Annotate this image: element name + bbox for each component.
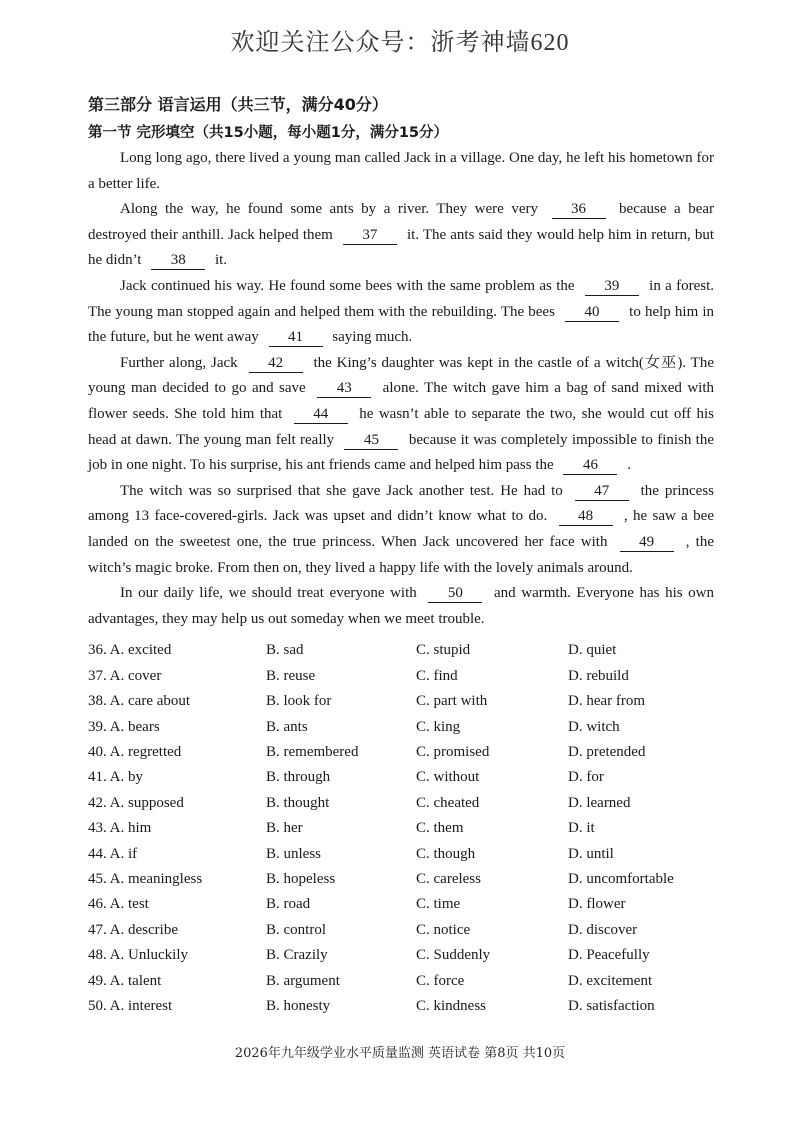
option-a: 42. A. supposed <box>88 794 184 811</box>
option-row <box>88 994 714 1019</box>
passage-text: Along the way, he found some ants by a river. They were very <box>120 201 538 218</box>
option-b: B. control <box>266 921 326 938</box>
passage-text: the King’s daughter was kept in the castle of a witch(女巫). The young man decided to go and save <box>88 354 715 397</box>
blank-49: 49 <box>620 533 674 552</box>
option-row <box>88 664 714 689</box>
passage-text: to help him in the future, but he went away <box>88 303 715 346</box>
option-row <box>88 740 714 765</box>
option-d: D. uncomfortable <box>568 870 674 887</box>
option-d: D. rebuild <box>568 667 629 684</box>
option-a: 48. A. Unluckily <box>88 947 188 964</box>
option-a: 36. A. excited <box>88 642 172 659</box>
option-a: 39. A. bears <box>88 718 160 735</box>
blank-40: 40 <box>565 303 619 322</box>
section-title: 第三部分 语言运用（共三节，满分40分） <box>88 95 388 114</box>
passage-paragraph <box>88 274 714 351</box>
cloze-passage <box>88 146 714 632</box>
exam-content <box>88 92 714 1019</box>
option-c: C. find <box>416 667 458 684</box>
option-row <box>88 841 714 866</box>
option-b: B. sad <box>266 642 304 659</box>
option-b: B. hopeless <box>266 870 336 887</box>
option-row <box>88 791 714 816</box>
option-a: 37. A. cover <box>88 667 162 684</box>
option-d: D. hear from <box>568 693 646 710</box>
option-d: D. flower <box>568 896 626 913</box>
blank-44: 44 <box>294 405 348 424</box>
blank-48: 48 <box>559 507 613 526</box>
passage-text: in a forest. The young man stopped again and helped them with the rebuilding. The bees <box>88 277 715 320</box>
passage-text: because a bear destroyed their anthill. Jack helped them <box>88 201 714 243</box>
option-a: 43. A. him <box>88 820 152 837</box>
blank-43: 43 <box>317 379 371 398</box>
option-row <box>88 638 714 663</box>
passage-text: it. <box>214 252 228 269</box>
option-row <box>88 892 714 917</box>
option-a: 41. A. by <box>88 769 144 786</box>
options-list <box>88 638 714 1019</box>
blank-50: 50 <box>428 584 482 603</box>
blank-42: 42 <box>249 354 303 373</box>
option-c: C. notice <box>416 921 471 938</box>
option-a: 38. A. care about <box>88 693 191 710</box>
option-row <box>88 816 714 841</box>
passage-text: , the witch’s magic broke. From then on, they lived a happy life with the lovely animals around. <box>88 533 715 576</box>
blank-46: 46 <box>563 456 617 475</box>
option-b: B. road <box>266 896 311 913</box>
option-row <box>88 943 714 968</box>
passage-text: it. The ants said they would help him in return, but he didn’t <box>88 226 715 269</box>
passage-text: , he saw a bee landed on the sweetest one, the true princess. When Jack uncovered her face with <box>88 508 714 550</box>
option-c: C. though <box>416 845 476 862</box>
passage-paragraph <box>88 197 714 274</box>
option-row <box>88 689 714 714</box>
passage-text: alone. The witch gave him a bag of sand mixed with flower seeds. She told him that <box>88 380 714 422</box>
option-d: D. quiet <box>568 642 617 659</box>
option-c: C. king <box>416 718 461 735</box>
blank-38: 38 <box>151 251 205 270</box>
passage-paragraph <box>88 581 714 632</box>
option-d: D. it <box>568 820 595 837</box>
passage-text: Long long ago, there lived a young man called Jack in a village. One day, he left his hometown for a better life. <box>88 150 714 192</box>
option-a: 46. A. test <box>88 896 149 913</box>
blank-36: 36 <box>552 200 606 219</box>
option-c: C. cheated <box>416 794 480 811</box>
option-b: B. reuse <box>266 667 316 684</box>
option-b: B. honesty <box>266 997 331 1014</box>
option-b: B. look for <box>266 693 332 710</box>
subsection-title: 第一节 完形填空（共15小题，每小题1分，满分15分） <box>88 125 448 141</box>
passage-text: saying much. <box>332 329 413 346</box>
page-footer: 2026年九年级学业水平质量监测 英语试卷 第8页 共10页 <box>234 1046 566 1061</box>
option-b: B. through <box>266 769 331 786</box>
option-row <box>88 867 714 892</box>
passage-text: because it was completely impossible to finish the job in one night. To his surprise, his ant friends came and helped him pass the <box>88 431 715 474</box>
passage-text: and warmth. Everyone has his own advantages, they may help us out someday when we meet trouble. <box>88 585 715 627</box>
option-d: D. until <box>568 845 614 862</box>
blank-39: 39 <box>585 277 639 296</box>
option-row <box>88 918 714 943</box>
passage-text: Jack continued his way. He found some bees with the same problem as the <box>120 277 575 294</box>
blank-47: 47 <box>575 482 629 501</box>
passage-paragraph <box>88 351 714 479</box>
option-a: 47. A. describe <box>88 921 178 938</box>
option-d: D. satisfaction <box>568 997 655 1014</box>
option-b: B. ants <box>266 718 308 735</box>
blank-45: 45 <box>344 431 398 450</box>
option-b: B. thought <box>266 794 330 811</box>
option-c: C. careless <box>416 870 481 887</box>
passage-text: the princess among 13 face-covered-girls. Jack was upset and didn’t know what to do. <box>88 482 715 525</box>
option-a: 40. A. regretted <box>88 744 182 761</box>
option-c: C. kindness <box>416 997 487 1014</box>
option-c: C. force <box>416 972 465 989</box>
passage-text: he wasn’t able to separate the two, she would cut off his head at dawn. The young man felt really <box>88 405 714 448</box>
option-d: D. for <box>568 769 604 786</box>
passage-text: . <box>627 457 631 474</box>
blank-41: 41 <box>269 328 323 347</box>
option-d: D. Peacefully <box>568 947 650 964</box>
option-b: B. argument <box>266 972 340 989</box>
passage-text: Further along, Jack <box>120 354 238 371</box>
option-d: D. learned <box>568 794 631 811</box>
passage-text: In our daily life, we should treat everyone with <box>120 585 417 602</box>
option-c: C. them <box>416 820 464 837</box>
option-b: B. remembered <box>266 744 359 761</box>
option-c: C. part with <box>416 693 488 710</box>
option-a: 50. A. interest <box>88 997 173 1014</box>
option-c: C. Suddenly <box>416 947 491 964</box>
option-b: B. unless <box>266 845 322 862</box>
option-c: C. time <box>416 896 461 913</box>
option-c: C. promised <box>416 744 490 761</box>
watermark-text: 欢迎关注公众号：浙考神墙620 <box>230 30 570 56</box>
option-d: D. excitement <box>568 972 653 989</box>
option-a: 45. A. meaningless <box>88 870 203 887</box>
passage-paragraph <box>88 479 714 581</box>
option-c: C. stupid <box>416 642 471 659</box>
option-row <box>88 765 714 790</box>
blank-37: 37 <box>343 226 397 245</box>
option-d: D. witch <box>568 718 620 735</box>
option-d: D. discover <box>568 921 638 938</box>
passage-text: The witch was so surprised that she gave Jack another test. He had to <box>120 482 563 499</box>
option-row <box>88 714 714 739</box>
option-row <box>88 968 714 993</box>
option-d: D. pretended <box>568 744 646 761</box>
option-a: 49. A. talent <box>88 972 162 989</box>
option-b: B. her <box>266 820 303 837</box>
option-a: 44. A. if <box>88 845 138 862</box>
option-b: B. Crazily <box>266 947 328 964</box>
option-c: C. without <box>416 769 480 786</box>
passage-paragraph <box>88 146 714 197</box>
